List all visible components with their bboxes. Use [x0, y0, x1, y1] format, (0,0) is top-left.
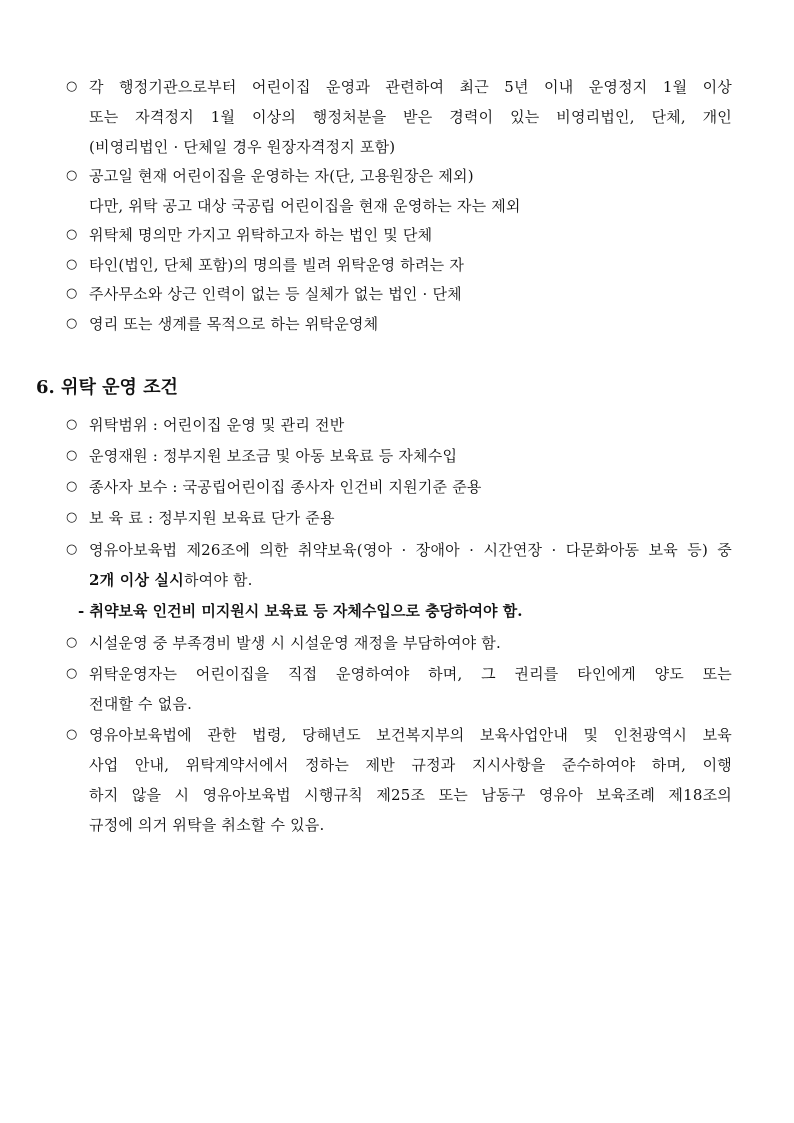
circle-bullet-icon: ○ — [66, 316, 78, 331]
circle-bullet-icon: ○ — [66, 286, 78, 301]
list-item-line: 종사자 보수 : 국공립어린이집 종사자 인건비 지원기준 준용 — [89, 478, 482, 496]
list-item-line: 위탁범위 : 어린이집 운영 및 관리 전반 — [89, 416, 345, 434]
list-item-line: 타인(법인, 단체 포함)의 명의를 빌려 위탁운영 하려는 자 — [89, 256, 465, 274]
list-item — [66, 472, 732, 502]
list-item — [66, 279, 732, 309]
list-item-line: 운영재원 : 정부지원 보조금 및 아동 보육료 등 자체수입 — [89, 447, 458, 465]
list-item — [66, 535, 732, 595]
list-item-line — [89, 565, 732, 595]
list-item-line: 보 육 료 : 정부지원 보육료 단가 준용 — [89, 509, 335, 527]
list-item-line: 영유아보육법 제26조에 의한 취약보육(영아 · 장애아 · 시간연장 · 다문화아동 보육 등) 중 — [89, 541, 732, 559]
list-item-line: (비영리법인 · 단체일 경우 원장자격정지 포함) — [89, 138, 396, 156]
list-item — [66, 628, 732, 658]
list-item — [66, 410, 732, 440]
list-item-line: 위탁운영자는 어린이집을 직접 운영하여야 하며, 그 권리를 타인에게 양도 또는 — [89, 665, 732, 683]
list-item-line: 영리 또는 생계를 목적으로 하는 위탁운영체 — [89, 315, 379, 333]
list-item-line: 위탁체 명의만 가지고 위탁하고자 하는 법인 및 단체 — [89, 226, 433, 244]
circle-bullet-icon: ○ — [66, 257, 78, 272]
circle-bullet-icon: ○ — [66, 635, 78, 650]
list-item-line: 하지 않을 시 영유아보육법 시행규칙 제25조 또는 남동구 영유아 보육조례 제18조의 — [89, 786, 732, 804]
list-item-line: 주사무소와 상근 인력이 없는 등 실체가 없는 법인 · 단체 — [89, 285, 462, 303]
list-item — [66, 503, 732, 533]
circle-bullet-icon: ○ — [66, 510, 78, 525]
circle-bullet-icon: ○ — [66, 417, 78, 432]
circle-bullet-icon: ○ — [66, 479, 78, 494]
circle-bullet-icon: ○ — [66, 542, 78, 557]
circle-bullet-icon: ○ — [66, 79, 78, 94]
list-item-line: 시설운영 중 부족경비 발생 시 시설운영 재정을 부담하여야 함. — [89, 634, 501, 652]
section-heading: 6. 위탁 운영 조건 — [36, 377, 178, 398]
list-item — [66, 161, 732, 221]
list-item-line: 전대할 수 없음. — [89, 695, 193, 713]
list-item-line: 규정에 의거 위탁을 취소할 수 있음. — [89, 816, 325, 834]
list-item-line: 각 행정기관으로부터 어린이집 운영과 관련하여 최근 5년 이내 운영정지 1월 이상 — [89, 78, 732, 96]
list-item — [66, 72, 732, 162]
list-item-line: 또는 자격정지 1월 이상의 행정처분을 받은 경력이 있는 비영리법인, 단체, 개인 — [89, 108, 732, 126]
dash-note: - 취약보육 인건비 미지원시 보육료 등 자체수입으로 충당하여야 함. — [78, 602, 523, 620]
list-item-line: 영유아보육법에 관한 법령, 당해년도 보건복지부의 보육사업안내 및 인천광역시 보육 — [89, 726, 732, 744]
circle-bullet-icon: ○ — [66, 168, 78, 183]
circle-bullet-icon: ○ — [66, 227, 78, 242]
circle-bullet-icon: ○ — [66, 727, 78, 742]
emphasis-text: 2개 이상 실시 — [89, 571, 184, 589]
list-item — [66, 720, 732, 840]
list-item — [66, 250, 732, 280]
list-item-line: 사업 안내, 위탁계약서에서 정하는 제반 규정과 지시사항을 준수하여야 하며, 이행 — [89, 756, 732, 774]
list-item — [66, 309, 732, 339]
list-item-line-rest: 하여야 함. — [183, 571, 253, 589]
list-item — [66, 220, 732, 250]
list-item — [66, 659, 732, 719]
list-item-line: 다만, 위탁 공고 대상 국공립 어린이집을 현재 운영하는 자는 제외 — [89, 197, 521, 215]
circle-bullet-icon: ○ — [66, 448, 78, 463]
list-item — [66, 441, 732, 471]
list-item-line: 공고일 현재 어린이집을 운영하는 자(단, 고용원장은 제외) — [89, 167, 474, 185]
circle-bullet-icon: ○ — [66, 666, 78, 681]
